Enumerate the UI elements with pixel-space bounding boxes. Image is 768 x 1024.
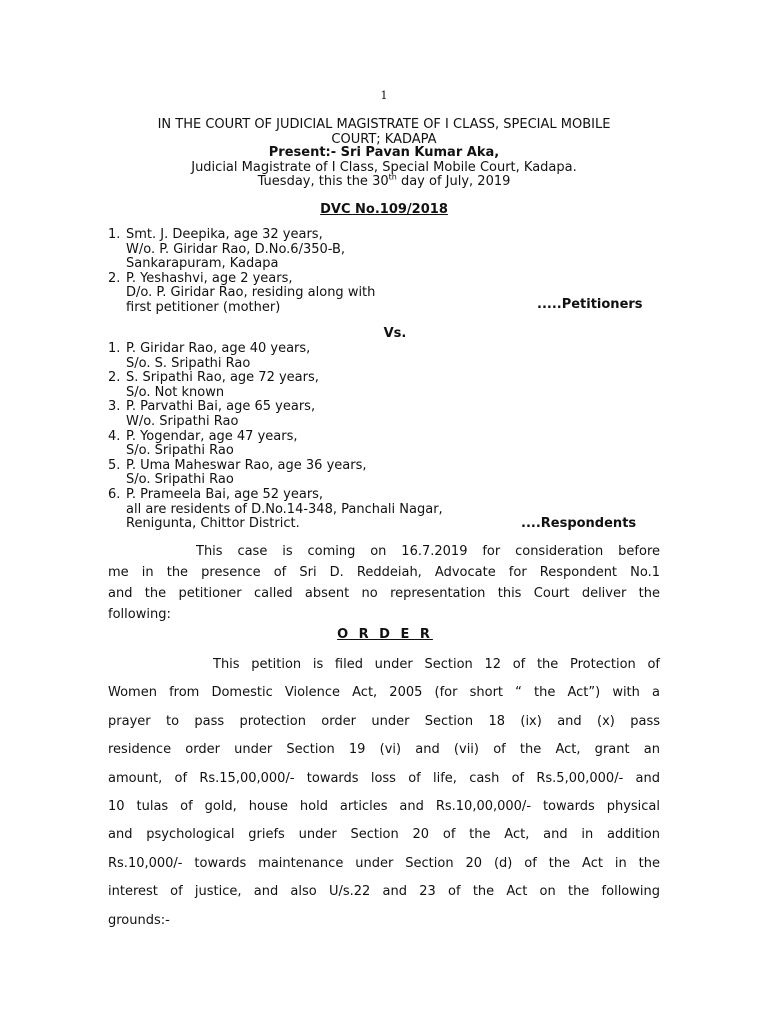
petitioners-label: .....Petitioners <box>537 297 643 312</box>
respondents-list <box>108 342 443 532</box>
entry-line: S. Sripathi Rao, age 72 years, <box>126 370 319 386</box>
paragraph-line: and the petitioner called absent no representation this Court deliver the <box>108 586 660 601</box>
respondent-entry <box>108 371 443 400</box>
paragraph-line: Rs.10,000/- towards maintenance under Section 20 (d) of the Act in the <box>108 855 660 871</box>
page-number: 1 <box>380 89 388 102</box>
entry-number: 3. <box>108 399 121 415</box>
entry-number: 6. <box>108 486 121 502</box>
entry-line: P. Yeshashvi, age 2 years, <box>126 270 293 286</box>
respondent-entry <box>108 459 443 488</box>
entry-line: W/o. Sripathi Rao <box>126 413 239 429</box>
entry-line: P. Prameela Bai, age 52 years, <box>126 486 324 502</box>
court-title-line-2: COURT; KADAPA <box>331 132 437 147</box>
case-number: DVC No.109/2018 <box>320 202 448 217</box>
entry-line: S/o. Sripathi Rao <box>126 443 234 459</box>
entry-line: P. Parvathi Bai, age 65 years, <box>126 399 316 415</box>
entry-number: 1. <box>108 227 121 242</box>
court-title-line-1: IN THE COURT OF JUDICIAL MAGISTRATE OF I CLASS, SPECIAL MOBILE <box>157 117 611 132</box>
entry-number: 2. <box>108 270 121 286</box>
entry-line: P. Uma Maheswar Rao, age 36 years, <box>126 457 367 473</box>
entry-row <box>108 342 443 357</box>
designation: Judicial Magistrate of I Class, Special Mobile Court, Kadapa. <box>191 160 577 175</box>
paragraph-line: interest of justice, and also U/s.22 and 23 of the Act on the following <box>108 884 660 900</box>
entry-line: P. Yogendar, age 47 years, <box>126 428 298 444</box>
court-title <box>108 117 660 147</box>
entry-row <box>108 371 443 386</box>
entry-number: 2. <box>108 370 121 386</box>
entry-line: S/o. Sripathi Rao <box>126 472 234 488</box>
paragraph-line: residence order under Section 19 (vi) and (vii) of the Act, grant an <box>108 742 660 758</box>
paragraph-line: grounds:- <box>108 912 170 928</box>
entry-row <box>108 488 443 503</box>
entry-row <box>108 430 443 445</box>
entry-line: Smt. J. Deepika, age 32 years, <box>126 227 323 242</box>
entry-number: 4. <box>108 428 121 444</box>
entry-row <box>108 459 443 474</box>
petitioner-entry <box>108 272 375 316</box>
date-superscript: th <box>388 172 397 182</box>
entry-line: Renigunta, Chittor District. <box>126 516 300 532</box>
date-prefix: Tuesday, this the 30 <box>257 174 389 189</box>
entry-row <box>108 272 375 287</box>
respondent-entry <box>108 488 443 532</box>
respondent-entry <box>108 342 443 371</box>
entry-line: Sankarapuram, Kadapa <box>126 256 279 272</box>
entry-line: first petitioner (mother) <box>126 299 281 315</box>
entry-number: 5. <box>108 457 121 473</box>
respondents-label: ....Respondents <box>521 516 637 531</box>
paragraph-line: This petition is filed under Section 12 of the Protection of <box>213 657 660 672</box>
petitioners-list <box>108 228 375 316</box>
paragraph-line: prayer to pass protection order under Section 18 (ix) and (x) pass <box>108 713 660 729</box>
presiding-officer: Present:- Sri Pavan Kumar Aka, <box>268 145 500 160</box>
entry-line: S/o. S. Sripathi Rao <box>126 355 251 371</box>
versus-label: Vs. <box>383 326 407 341</box>
paragraph-line: and psychological griefs under Section 20 of the Act, and in addition <box>108 827 660 843</box>
order-paragraph <box>108 651 660 935</box>
paragraph-line: amount, of Rs.15,00,000/- towards loss of life, cash of Rs.5,00,000/- and <box>108 770 660 786</box>
paragraph-line: following: <box>108 607 171 622</box>
entry-row <box>108 228 375 243</box>
entry-line: W/o. P. Giridar Rao, D.No.6/350-B, <box>126 241 346 257</box>
entry-number: 1. <box>108 341 121 356</box>
respondent-entry <box>108 400 443 429</box>
respondent-entry <box>108 430 443 459</box>
entry-row <box>108 400 443 415</box>
entry-line: all are residents of D.No.14-348, Panchali Nagar, <box>126 501 443 517</box>
entry-line: P. Giridar Rao, age 40 years, <box>126 341 311 356</box>
paragraph-line: 10 tulas of gold, house hold articles and Rs.10,00,000/- towards physical <box>108 799 660 815</box>
date-suffix: day of July, 2019 <box>396 174 511 189</box>
proceedings-paragraph <box>108 541 660 625</box>
paragraph-line: This case is coming on 16.7.2019 for consideration before <box>196 544 660 559</box>
judgment-date <box>108 174 660 189</box>
paragraph-line: Women from Domestic Violence Act, 2005 (for short “ the Act”) with a <box>108 685 660 701</box>
entry-line: S/o. Not known <box>126 384 225 400</box>
entry-line: D/o. P. Giridar Rao, residing along with <box>126 285 376 301</box>
paragraph-line: me in the presence of Sri D. Reddeiah, Advocate for Respondent No.1 <box>108 565 660 580</box>
petitioner-entry <box>108 228 375 272</box>
order-heading: O R D E R <box>337 627 433 642</box>
